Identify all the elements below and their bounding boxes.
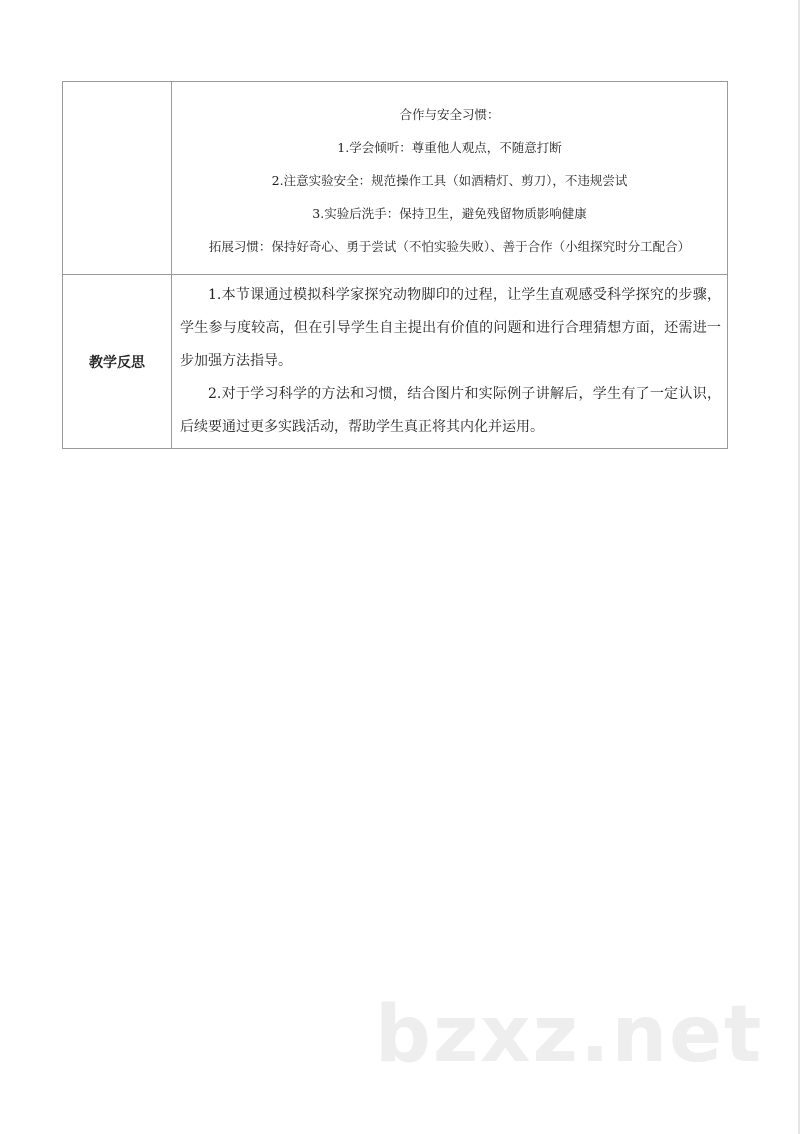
row-label-empty bbox=[63, 82, 172, 275]
table-row-habits bbox=[63, 82, 728, 275]
reflection-paragraph-1: 1.本节课通过模拟科学家探究动物脚印的过程，让学生直观感受科学探究的步骤，学生参与度较高，但在引导学生自主提出有价值的问题和进行合理猜想方面，还需进一步加强方法指导。 bbox=[180, 287, 721, 369]
table-row-reflection bbox=[63, 275, 728, 449]
reflection-cell bbox=[172, 275, 728, 449]
habit-item-1: 1.学会倾听：尊重他人观点，不随意打断 bbox=[337, 139, 562, 155]
habit-extension: 拓展习惯：保持好奇心、勇于尝试（不怕实验失败）、善于合作（小组探究时分工配合） bbox=[208, 238, 691, 254]
watermark: bzxz.net bbox=[375, 990, 764, 1080]
habits-heading: 合作与安全习惯： bbox=[399, 106, 500, 122]
habits-cell bbox=[172, 82, 728, 275]
habit-item-2: 2.注意实验安全：规范操作工具（如酒精灯、剪刀），不违规尝试 bbox=[271, 172, 628, 188]
habit-item-3: 3.实验后洗手：保持卫生，避免残留物质影响健康 bbox=[312, 205, 587, 221]
lesson-plan-table bbox=[62, 81, 728, 449]
row-label-reflection: 教学反思 bbox=[63, 275, 172, 449]
reflection-paragraph-2: 2.对于学习科学的方法和习惯，结合图片和实际例子讲解后，学生有了一定认识，后续要通过更多实践活动，帮助学生真正将其内化并运用。 bbox=[180, 386, 721, 435]
